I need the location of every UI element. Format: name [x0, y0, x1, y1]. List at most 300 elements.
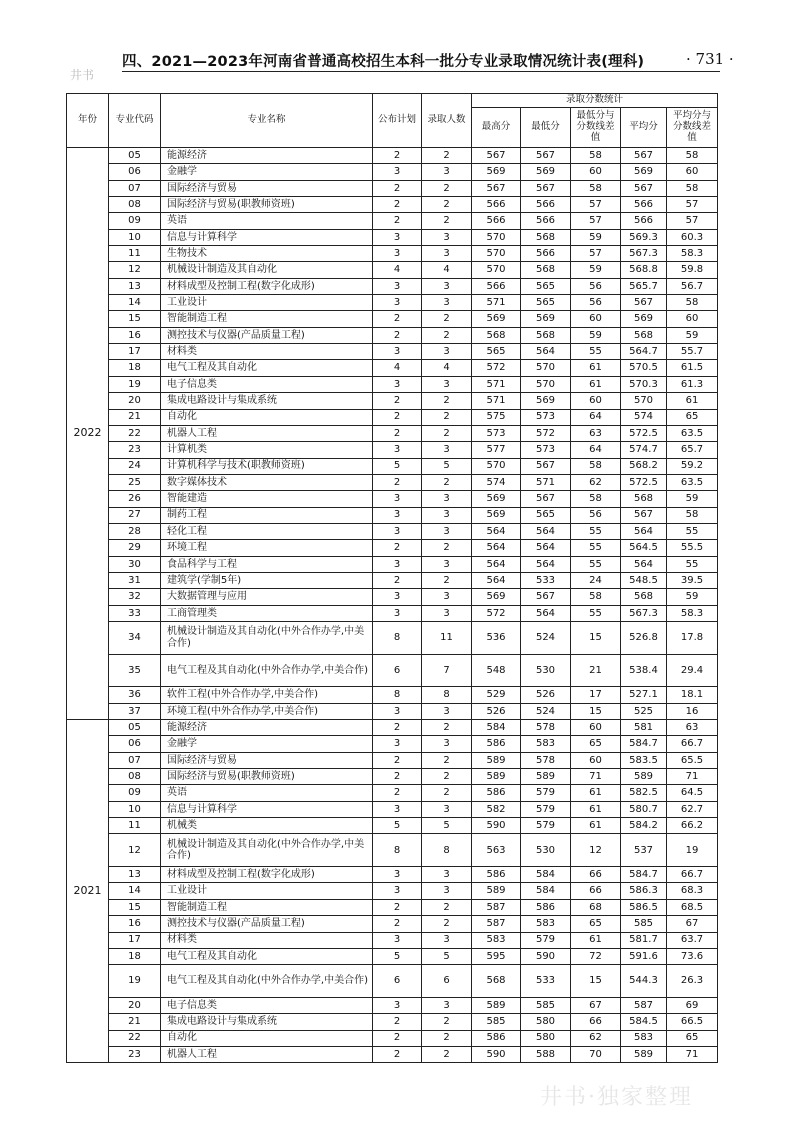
plan-cell: 2 [373, 311, 422, 327]
plan-cell: 2 [373, 1030, 422, 1046]
avg-score-cell: 567 [621, 507, 667, 523]
avg-score-cell: 582.5 [621, 785, 667, 801]
major-name-cell: 测控技术与仪器(产品质量工程) [161, 916, 373, 932]
plan-cell: 3 [373, 376, 422, 392]
admitted-cell: 3 [422, 295, 472, 311]
table-row [67, 229, 718, 245]
table-row [67, 752, 718, 768]
plan-cell: 3 [373, 703, 422, 719]
admitted-cell: 6 [422, 965, 472, 998]
max-score-cell: 570 [472, 458, 521, 474]
plan-cell: 5 [373, 458, 422, 474]
major-name-cell: 智能制造工程 [161, 311, 373, 327]
major-name-cell: 自动化 [161, 409, 373, 425]
plan-cell: 2 [373, 393, 422, 409]
plan-cell: 2 [373, 409, 422, 425]
max-score-cell: 566 [472, 197, 521, 213]
admitted-cell: 3 [422, 507, 472, 523]
table-row [67, 1046, 718, 1062]
avg-score-cell: 569 [621, 164, 667, 180]
avg-score-cell: 570 [621, 393, 667, 409]
avg-score-cell: 570.5 [621, 360, 667, 376]
code-cell: 05 [109, 720, 161, 736]
avg-score-cell: 537 [621, 834, 667, 867]
min-score-cell: 569 [521, 311, 571, 327]
admitted-cell: 7 [422, 654, 472, 687]
max-score-cell: 590 [472, 818, 521, 834]
min-score-cell: 570 [521, 376, 571, 392]
avg-diff-cell: 65.5 [667, 752, 718, 768]
table-row [67, 278, 718, 294]
major-name-cell: 软件工程(中外合作办学,中美合作) [161, 687, 373, 703]
avg-diff-cell: 63.7 [667, 932, 718, 948]
admitted-cell: 8 [422, 687, 472, 703]
min-score-cell: 530 [521, 834, 571, 867]
min-diff-cell: 58 [571, 589, 621, 605]
avg-diff-cell: 59.2 [667, 458, 718, 474]
plan-cell: 2 [373, 197, 422, 213]
max-score-cell: 572 [472, 360, 521, 376]
avg-diff-cell: 55 [667, 556, 718, 572]
major-name-cell: 工业设计 [161, 295, 373, 311]
avg-diff-cell: 39.5 [667, 572, 718, 588]
avg-diff-cell: 29.4 [667, 654, 718, 687]
min-score-cell: 566 [521, 197, 571, 213]
major-name-cell: 英语 [161, 785, 373, 801]
max-score-cell: 568 [472, 965, 521, 998]
major-name-cell: 工业设计 [161, 883, 373, 899]
code-cell: 08 [109, 197, 161, 213]
plan-cell: 3 [373, 605, 422, 621]
avg-score-cell: 583 [621, 1030, 667, 1046]
plan-cell: 3 [373, 801, 422, 817]
min-diff-cell: 56 [571, 295, 621, 311]
min-score-cell: 533 [521, 965, 571, 998]
avg-diff-cell: 58 [667, 180, 718, 196]
admitted-cell: 2 [422, 572, 472, 588]
admitted-cell: 8 [422, 834, 472, 867]
avg-score-cell: 568 [621, 589, 667, 605]
table-row [67, 785, 718, 801]
major-name-cell: 数字媒体技术 [161, 474, 373, 490]
avg-diff-cell: 55.7 [667, 344, 718, 360]
table-row [67, 703, 718, 719]
min-score-cell: 571 [521, 474, 571, 490]
min-score-cell: 583 [521, 916, 571, 932]
max-score-cell: 564 [472, 523, 521, 539]
plan-cell: 3 [373, 736, 422, 752]
major-name-cell: 食品科学与工程 [161, 556, 373, 572]
table-row [67, 507, 718, 523]
min-score-cell: 564 [521, 540, 571, 556]
table-row [67, 932, 718, 948]
avg-score-cell: 548.5 [621, 572, 667, 588]
plan-cell: 3 [373, 278, 422, 294]
major-name-cell: 电气工程及其自动化 [161, 360, 373, 376]
max-score-cell: 589 [472, 997, 521, 1013]
max-score-cell: 570 [472, 229, 521, 245]
major-name-cell: 智能建造 [161, 491, 373, 507]
plan-cell: 2 [373, 785, 422, 801]
header-rule [122, 71, 720, 72]
avg-score-cell: 586.3 [621, 883, 667, 899]
major-name-cell: 机械类 [161, 818, 373, 834]
admitted-cell: 3 [422, 867, 472, 883]
col-header-year: 年份 [67, 94, 109, 148]
avg-score-cell: 526.8 [621, 621, 667, 654]
major-name-cell: 信息与计算科学 [161, 801, 373, 817]
admitted-cell: 3 [422, 246, 472, 262]
max-score-cell: 564 [472, 540, 521, 556]
table-row [67, 409, 718, 425]
major-name-cell: 金融学 [161, 736, 373, 752]
avg-score-cell: 568 [621, 491, 667, 507]
avg-diff-cell: 71 [667, 1046, 718, 1062]
admitted-cell: 5 [422, 818, 472, 834]
min-score-cell: 567 [521, 491, 571, 507]
max-score-cell: 567 [472, 148, 521, 164]
max-score-cell: 567 [472, 180, 521, 196]
avg-diff-cell: 55.5 [667, 540, 718, 556]
table-row [67, 1014, 718, 1030]
min-score-cell: 524 [521, 621, 571, 654]
admitted-cell: 2 [422, 1046, 472, 1062]
admitted-cell: 2 [422, 393, 472, 409]
avg-diff-cell: 60 [667, 164, 718, 180]
max-score-cell: 590 [472, 1046, 521, 1062]
avg-score-cell: 574.7 [621, 442, 667, 458]
avg-score-cell: 564.7 [621, 344, 667, 360]
plan-cell: 3 [373, 491, 422, 507]
min-diff-cell: 61 [571, 785, 621, 801]
max-score-cell: 526 [472, 703, 521, 719]
code-cell: 18 [109, 360, 161, 376]
avg-score-cell: 572.5 [621, 474, 667, 490]
code-cell: 23 [109, 1046, 161, 1062]
page-header [0, 44, 800, 82]
footer-watermark: 井书·独家整理 [540, 1085, 693, 1110]
code-cell: 14 [109, 295, 161, 311]
table-row [67, 213, 718, 229]
admitted-cell: 3 [422, 229, 472, 245]
code-cell: 32 [109, 589, 161, 605]
avg-score-cell: 567 [621, 180, 667, 196]
admitted-cell: 3 [422, 605, 472, 621]
plan-cell: 3 [373, 997, 422, 1013]
code-cell: 06 [109, 736, 161, 752]
plan-cell: 8 [373, 621, 422, 654]
avg-score-cell: 569 [621, 311, 667, 327]
admitted-cell: 2 [422, 148, 472, 164]
avg-diff-cell: 65.7 [667, 442, 718, 458]
max-score-cell: 582 [472, 801, 521, 817]
admitted-cell: 2 [422, 899, 472, 915]
code-cell: 27 [109, 507, 161, 523]
avg-score-cell: 574 [621, 409, 667, 425]
major-name-cell: 智能制造工程 [161, 899, 373, 915]
code-cell: 21 [109, 409, 161, 425]
avg-diff-cell: 66.5 [667, 1014, 718, 1030]
min-diff-cell: 61 [571, 360, 621, 376]
table-row [67, 474, 718, 490]
plan-cell: 3 [373, 932, 422, 948]
table-row [67, 621, 718, 654]
major-name-cell: 金融学 [161, 164, 373, 180]
min-diff-cell: 60 [571, 393, 621, 409]
table-row [67, 311, 718, 327]
max-score-cell: 589 [472, 769, 521, 785]
major-name-cell: 国际经济与贸易 [161, 752, 373, 768]
admitted-cell: 2 [422, 425, 472, 441]
max-score-cell: 585 [472, 1014, 521, 1030]
table-row [67, 393, 718, 409]
max-score-cell: 571 [472, 295, 521, 311]
code-cell: 05 [109, 148, 161, 164]
min-score-cell: 567 [521, 180, 571, 196]
min-diff-cell: 61 [571, 801, 621, 817]
avg-diff-cell: 63.5 [667, 474, 718, 490]
avg-score-cell: 525 [621, 703, 667, 719]
min-diff-cell: 58 [571, 148, 621, 164]
avg-diff-cell: 64.5 [667, 785, 718, 801]
admission-table [66, 93, 718, 1063]
table-body [67, 148, 718, 1063]
min-diff-cell: 60 [571, 752, 621, 768]
max-score-cell: 584 [472, 720, 521, 736]
avg-score-cell: 564 [621, 556, 667, 572]
avg-diff-cell: 59.8 [667, 262, 718, 278]
min-score-cell: 568 [521, 229, 571, 245]
major-name-cell: 能源经济 [161, 720, 373, 736]
code-cell: 09 [109, 785, 161, 801]
avg-score-cell: 584.2 [621, 818, 667, 834]
admitted-cell: 3 [422, 523, 472, 539]
major-name-cell: 电气工程及其自动化 [161, 948, 373, 964]
min-score-cell: 569 [521, 393, 571, 409]
min-diff-cell: 62 [571, 474, 621, 490]
code-cell: 09 [109, 213, 161, 229]
code-cell: 30 [109, 556, 161, 572]
min-score-cell: 590 [521, 948, 571, 964]
avg-diff-cell: 17.8 [667, 621, 718, 654]
avg-score-cell: 565.7 [621, 278, 667, 294]
code-cell: 13 [109, 867, 161, 883]
avg-score-cell: 584.7 [621, 867, 667, 883]
avg-diff-cell: 66.7 [667, 736, 718, 752]
table-row [67, 654, 718, 687]
max-score-cell: 569 [472, 311, 521, 327]
max-score-cell: 564 [472, 556, 521, 572]
max-score-cell: 548 [472, 654, 521, 687]
max-score-cell: 568 [472, 327, 521, 343]
min-diff-cell: 58 [571, 180, 621, 196]
plan-cell: 2 [373, 425, 422, 441]
max-score-cell: 529 [472, 687, 521, 703]
min-score-cell: 569 [521, 164, 571, 180]
max-score-cell: 577 [472, 442, 521, 458]
col-header-plan: 公布计划 [373, 94, 422, 148]
col-header-min: 最低分 [521, 108, 571, 148]
col-header-name: 专业名称 [161, 94, 373, 148]
table-row [67, 491, 718, 507]
code-cell: 28 [109, 523, 161, 539]
table-row [67, 605, 718, 621]
min-diff-cell: 60 [571, 311, 621, 327]
table-row [67, 197, 718, 213]
admitted-cell: 3 [422, 344, 472, 360]
table-row [67, 376, 718, 392]
min-score-cell: 564 [521, 605, 571, 621]
min-diff-cell: 66 [571, 867, 621, 883]
min-diff-cell: 63 [571, 425, 621, 441]
avg-diff-cell: 71 [667, 769, 718, 785]
avg-score-cell: 564 [621, 523, 667, 539]
avg-diff-cell: 58.3 [667, 246, 718, 262]
avg-diff-cell: 60.3 [667, 229, 718, 245]
major-name-cell: 计算机科学与技术(职教师资班) [161, 458, 373, 474]
admitted-cell: 3 [422, 556, 472, 572]
col-header-avg: 平均分 [621, 108, 667, 148]
plan-cell: 5 [373, 818, 422, 834]
max-score-cell: 569 [472, 164, 521, 180]
min-diff-cell: 64 [571, 442, 621, 458]
year-cell: 2021 [67, 720, 109, 1063]
max-score-cell: 536 [472, 621, 521, 654]
table-row [67, 523, 718, 539]
major-name-cell: 材料成型及控制工程(数字化成形) [161, 278, 373, 294]
table-row [67, 180, 718, 196]
code-cell: 36 [109, 687, 161, 703]
plan-cell: 8 [373, 687, 422, 703]
col-header-code: 专业代码 [109, 94, 161, 148]
page-number: · 731 · [686, 50, 734, 68]
min-score-cell: 572 [521, 425, 571, 441]
major-name-cell: 电气工程及其自动化(中外合作办学,中美合作) [161, 654, 373, 687]
plan-cell: 3 [373, 523, 422, 539]
plan-cell: 3 [373, 344, 422, 360]
table-row [67, 360, 718, 376]
min-score-cell: 568 [521, 327, 571, 343]
avg-score-cell: 591.6 [621, 948, 667, 964]
avg-score-cell: 580.7 [621, 801, 667, 817]
major-name-cell: 机械设计制造及其自动化(中外合作办学,中美合作) [161, 621, 373, 654]
min-diff-cell: 24 [571, 572, 621, 588]
max-score-cell: 571 [472, 393, 521, 409]
code-cell: 11 [109, 818, 161, 834]
avg-score-cell: 572.5 [621, 425, 667, 441]
code-cell: 21 [109, 1014, 161, 1030]
min-diff-cell: 56 [571, 507, 621, 523]
max-score-cell: 566 [472, 213, 521, 229]
code-cell: 37 [109, 703, 161, 719]
min-score-cell: 564 [521, 556, 571, 572]
min-diff-cell: 57 [571, 246, 621, 262]
avg-score-cell: 568.8 [621, 262, 667, 278]
code-cell: 31 [109, 572, 161, 588]
code-cell: 16 [109, 916, 161, 932]
min-score-cell: 579 [521, 932, 571, 948]
min-score-cell: 589 [521, 769, 571, 785]
avg-diff-cell: 57 [667, 213, 718, 229]
min-score-cell: 565 [521, 507, 571, 523]
avg-diff-cell: 57 [667, 197, 718, 213]
max-score-cell: 566 [472, 278, 521, 294]
plan-cell: 3 [373, 295, 422, 311]
plan-cell: 4 [373, 360, 422, 376]
plan-cell: 3 [373, 442, 422, 458]
table-row [67, 425, 718, 441]
min-score-cell: 567 [521, 589, 571, 605]
max-score-cell: 563 [472, 834, 521, 867]
avg-score-cell: 566 [621, 213, 667, 229]
plan-cell: 3 [373, 883, 422, 899]
avg-diff-cell: 59 [667, 589, 718, 605]
col-header-score-group: 录取分数统计 [472, 94, 718, 108]
table-row [67, 1030, 718, 1046]
avg-score-cell: 567 [621, 295, 667, 311]
min-score-cell: 568 [521, 262, 571, 278]
table-row [67, 344, 718, 360]
code-cell: 17 [109, 344, 161, 360]
min-diff-cell: 66 [571, 1014, 621, 1030]
table-row [67, 164, 718, 180]
major-name-cell: 电子信息类 [161, 997, 373, 1013]
code-cell: 11 [109, 246, 161, 262]
min-diff-cell: 57 [571, 213, 621, 229]
min-score-cell: 584 [521, 883, 571, 899]
admitted-cell: 11 [422, 621, 472, 654]
table-row [67, 720, 718, 736]
avg-diff-cell: 58 [667, 148, 718, 164]
avg-diff-cell: 61 [667, 393, 718, 409]
code-cell: 17 [109, 932, 161, 948]
min-diff-cell: 17 [571, 687, 621, 703]
table-row [67, 246, 718, 262]
max-score-cell: 586 [472, 867, 521, 883]
major-name-cell: 机械设计制造及其自动化(中外合作办学,中美合作) [161, 834, 373, 867]
table-row [67, 899, 718, 915]
min-diff-cell: 55 [571, 556, 621, 572]
min-diff-cell: 66 [571, 883, 621, 899]
avg-score-cell: 567.3 [621, 246, 667, 262]
avg-score-cell: 570.3 [621, 376, 667, 392]
min-score-cell: 578 [521, 752, 571, 768]
avg-score-cell: 589 [621, 769, 667, 785]
min-score-cell: 570 [521, 360, 571, 376]
code-cell: 06 [109, 164, 161, 180]
avg-diff-cell: 16 [667, 703, 718, 719]
plan-cell: 3 [373, 556, 422, 572]
min-score-cell: 566 [521, 246, 571, 262]
min-score-cell: 530 [521, 654, 571, 687]
min-score-cell: 580 [521, 1014, 571, 1030]
code-cell: 34 [109, 621, 161, 654]
table-row [67, 801, 718, 817]
avg-diff-cell: 26.3 [667, 965, 718, 998]
code-cell: 08 [109, 769, 161, 785]
plan-cell: 2 [373, 213, 422, 229]
admitted-cell: 2 [422, 769, 472, 785]
plan-cell: 6 [373, 965, 422, 998]
watermark-logo: 井书 [70, 68, 95, 82]
admitted-cell: 4 [422, 360, 472, 376]
major-name-cell: 机器人工程 [161, 1046, 373, 1062]
code-cell: 15 [109, 899, 161, 915]
max-score-cell: 574 [472, 474, 521, 490]
table-row [67, 327, 718, 343]
plan-cell: 2 [373, 720, 422, 736]
min-diff-cell: 60 [571, 164, 621, 180]
